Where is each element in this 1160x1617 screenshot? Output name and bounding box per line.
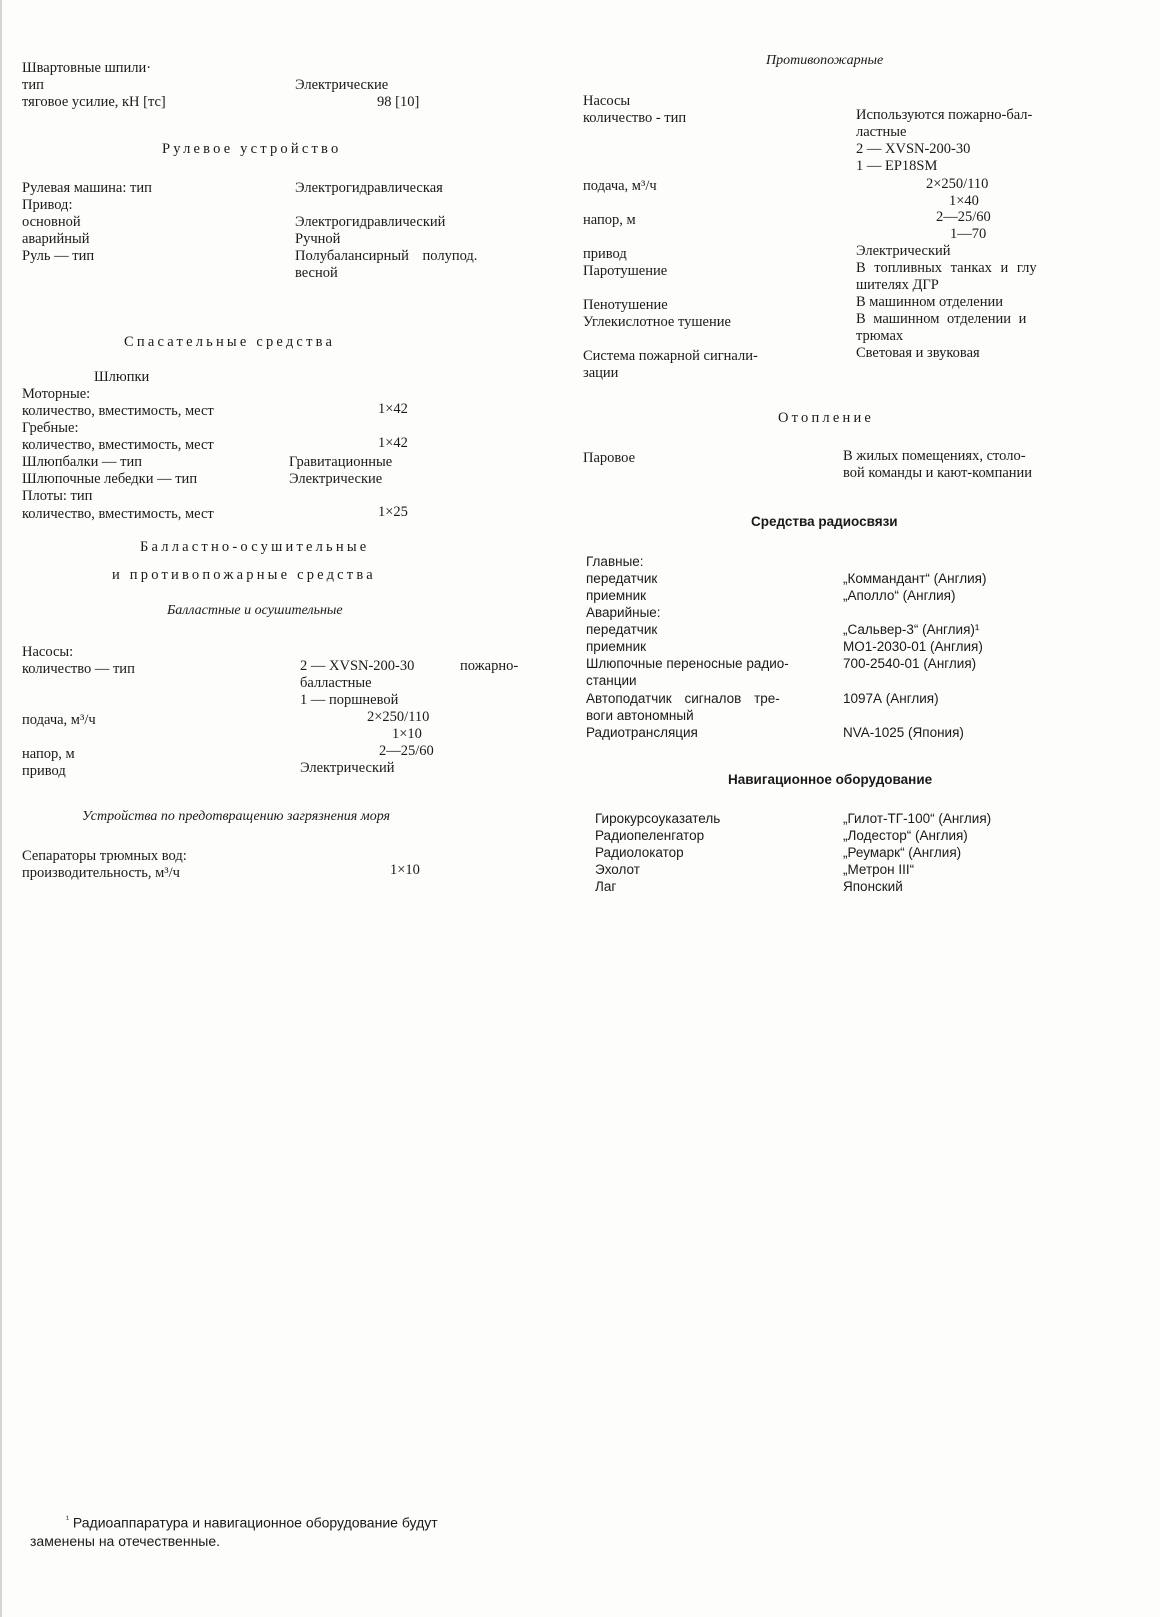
radio-main-label: Главные: [586,554,644,569]
rowing-qty-label: количество, вместимость, мест [22,437,214,453]
co2-value-1: В машинном отделении и [856,311,1027,327]
davits-value: Гравитационные [289,454,393,470]
fire-alarm-label-2: зации [583,365,619,381]
steering-heading: Рулевое устройство [162,141,342,157]
fire-heading: Противопожарные [766,53,884,68]
nav-echo-label: Эхолот [595,862,640,877]
rafts-qty-label: количество, вместимость, мест [22,506,214,522]
mooring-type-value: Электрические [295,77,389,93]
nav-log-label: Лаг [595,879,617,894]
steering-main-label: основной [22,214,81,230]
steam-smothering-label: Паротушение [583,263,668,279]
radio-broadcast-label: Радиотрансляция [586,725,698,740]
nav-dir-value: „Лодестор“ (Англия) [843,828,968,843]
nav-gyro-value: „Гилот-ТГ-100“ (Англия) [843,811,992,826]
steering-emergency-value: Ручной [295,231,341,247]
radio-tx-value: „Коммандант“ (Англия) [843,571,987,586]
ballast-flow-value-2: 1×10 [392,726,422,742]
radio-erx-label: приемник [586,639,647,654]
steering-emergency-label: аварийный [22,231,90,247]
steam-smothering-value-2: шителях ДГР [856,277,939,293]
ballast-qty-value-1b: пожарно- [460,658,519,674]
heating-steam-label: Паровое [583,450,636,466]
motor-label: Моторные: [22,386,91,402]
fire-head-value-1: 2—25/60 [936,209,991,225]
rafts-qty-value: 1×25 [378,504,408,520]
nav-heading: Навигационное оборудование [728,772,933,787]
davits-label: Шлюпбалки — тип [22,454,143,470]
radio-tx-label: передатчик [586,571,658,586]
rudder-value-line2: весной [295,265,338,281]
ballast-qty-label: количество — тип [22,661,135,677]
footnote-line-1 [30,1510,540,1532]
footnote-text-1: Радиоаппаратура и навигационное оборудование будут [72,1514,438,1531]
ballast-head-label: напор, м [22,746,75,762]
foam-label: Пенотушение [583,297,668,313]
ballast-heading-1: Балластно-осушительные [140,539,370,555]
fire-qty-value-2: ластные [856,124,907,140]
rudder-value-line1: Полубалансирный полупод. [295,248,478,264]
fire-flow-value-2: 1×40 [949,193,979,209]
heating-steam-value-2: вой команды и кают-компании [843,465,1033,481]
motor-qty-value: 1×42 [378,401,408,417]
page-edge [0,0,2,1617]
heating-heading: Отопление [778,410,875,426]
steering-machine-label: Рулевая машина: тип [22,180,152,196]
pollution-heading: Устройства по предотвращению загрязнения моря [82,809,391,824]
foam-value: В машинном отделении [856,294,1003,310]
motor-qty-label: количество, вместимость, мест [22,403,214,419]
nav-radar-label: Радиолокатор [595,845,684,860]
winch-value: Электрические [289,471,383,487]
radio-rx-value: „Аполло“ (Англия) [843,588,956,603]
ballast-heading-2: и противопожарные средства [112,567,376,583]
nav-gyro-label: Гирокурсоуказатель [595,811,721,826]
mooring-type-label: тип [22,77,44,93]
radio-boat-label-2: станции [586,673,637,688]
footnote-line-2: заменены на отечественные. [30,1532,221,1549]
steam-smothering-value-1: В топливных танках и глу [856,260,1037,276]
steering-main-value: Электрогидравлический [295,214,446,230]
radio-boat-label-1: Шлюпочные переносные радио- [586,656,789,671]
radio-auto-label-1: Автоподатчик сигналов тре- [586,691,780,706]
lifesaving-heading: Спасательные средства [124,334,336,350]
radio-broadcast-value: NVA-1025 (Япония) [843,725,964,740]
radio-auto-label-2: воги автономный [586,708,694,723]
ballast-qty-value-1: 2 — XVSN-200-30 [300,658,415,674]
nav-radar-value: „Реумарк“ (Англия) [843,845,962,860]
nav-dir-label: Радиопеленгатор [595,828,705,843]
nav-echo-value: „Метрон III“ [843,862,915,877]
rudder-label: Руль — тип [22,248,95,264]
radio-etx-value: „Сальвер-3“ (Англия)¹ [843,622,980,637]
lifeboats-subheading: Шлюпки [94,369,150,385]
fire-head-label: напор, м [583,212,636,228]
rowing-qty-value: 1×42 [378,435,408,451]
ballast-head-value: 2—25/60 [379,743,434,759]
fire-pumps-label: Насосы [583,93,631,109]
mooring-title: Швартовные шпили· [22,60,152,76]
fire-qty-value-1: Используются пожарно-бал- [856,107,1033,123]
radio-rx-label: приемник [586,588,647,603]
steering-machine-value: Электрогидравлическая [295,180,443,196]
separators-capacity-label: производительность, м³/ч [22,865,180,881]
ballast-drive-label: привод [22,763,66,779]
radio-heading: Средства радиосвязи [751,514,898,529]
ballast-qty-value-3: 1 — поршневой [300,692,399,708]
nav-log-value: Японский [843,879,903,894]
separators-label: Сепараторы трюмных вод: [22,848,187,864]
radio-auto-value: 1097А (Англия) [843,691,939,706]
ballast-qty-value-2: балластные [300,675,372,691]
footnote-mark: ¹ [66,1514,69,1524]
co2-label: Углекислотное тушение [583,314,731,330]
radio-emergency-label: Аварийные: [586,605,661,620]
fire-qty-value-4: 1 — EP18SM [856,158,938,174]
heating-steam-value-1: В жилых помещениях, столо- [843,448,1026,464]
fire-drive-value: Электрический [856,243,951,259]
ballast-pumps-label: Насосы: [22,644,74,660]
fire-qty-value-3: 2 — XVSN-200-30 [856,141,971,157]
radio-erx-value: МО1-2030-01 (Англия) [843,639,983,654]
winch-label: Шлюпочные лебедки — тип [22,471,198,487]
ballast-drive-value: Электрический [300,760,395,776]
fire-qty-label: количество - тип [583,110,687,126]
mooring-force-value: 98 [10] [377,94,420,110]
rafts-label: Плоты: тип [22,488,93,504]
rowing-label: Гребные: [22,420,79,436]
fire-alarm-value: Световая и звуковая [856,345,980,361]
fire-flow-value-1: 2×250/110 [926,176,989,192]
fire-drive-label: привод [583,246,627,262]
fire-head-value-2: 1—70 [950,226,987,242]
separators-capacity-value: 1×10 [390,862,420,878]
ballast-subheading: Балластные и осушительные [167,603,343,618]
footnote [30,1510,540,1550]
fire-alarm-label-1: Система пожарной сигнали- [583,348,758,364]
ballast-flow-label: подача, м³/ч [22,712,96,728]
steering-drive-label: Привод: [22,197,73,213]
radio-etx-label: передатчик [586,622,658,637]
mooring-force-label: тяговое усилие, кН [тс] [22,94,166,110]
fire-flow-label: подача, м³/ч [583,178,657,194]
ballast-flow-value-1: 2×250/110 [367,709,430,725]
co2-value-2: трюмах [856,328,904,344]
radio-boat-value: 700-2540-01 (Англия) [843,656,977,671]
